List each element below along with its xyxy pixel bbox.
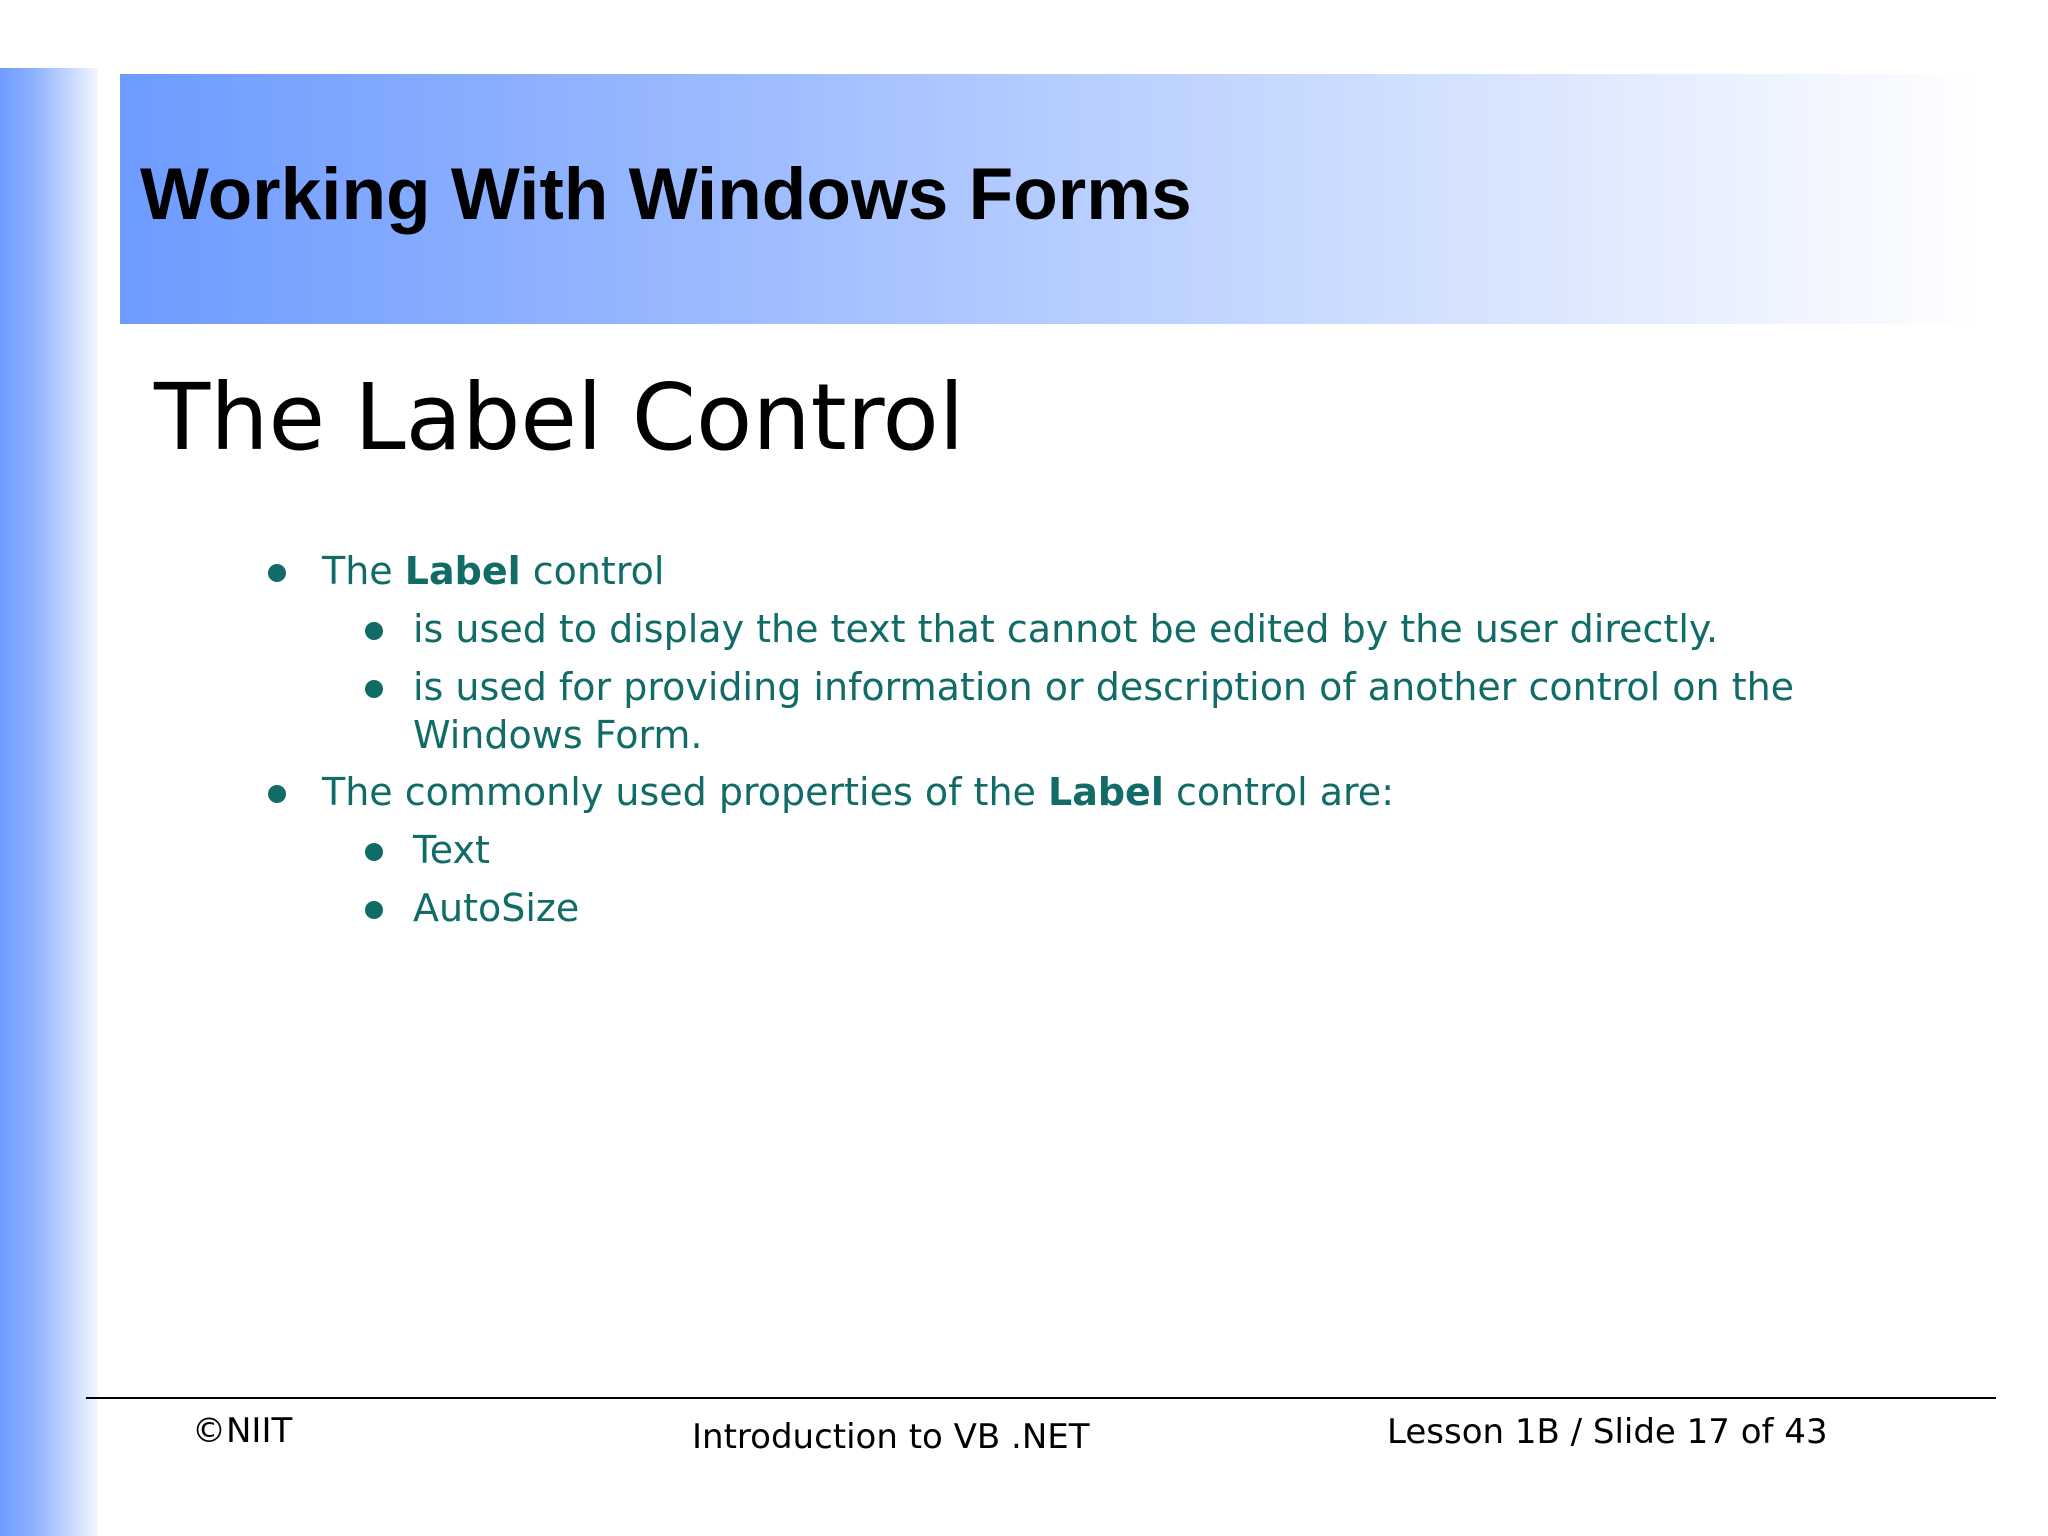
footer-copyright: ©NIIT (192, 1411, 293, 1451)
bullet-dot-icon (268, 785, 286, 803)
bullet-dot-icon (365, 843, 383, 861)
bullet-text-bold: Label (1048, 770, 1164, 814)
bullet-dot-icon (268, 564, 286, 582)
header-title: Working With Windows Forms (140, 154, 1192, 235)
sub-bullet-text: is used to display the text that cannot be edited by the user directly. (413, 607, 1719, 651)
bullet-text-prefix: The (322, 549, 405, 593)
bullet-text-prefix: The commonly used properties of the (322, 770, 1048, 814)
footer-course-title: Introduction to VB .NET (692, 1417, 1090, 1457)
bullet-item (322, 768, 1394, 816)
bullet-dot-icon (365, 622, 383, 640)
bullet-dot-icon (365, 901, 383, 919)
bullet-text-bold: Label (404, 549, 521, 593)
sub-bullet-text: Text (413, 828, 490, 872)
sub-bullet-item (413, 826, 490, 874)
bullet-text-suffix: control (520, 549, 665, 593)
bullet-item (322, 547, 664, 595)
sub-bullet-item (413, 605, 1718, 653)
bullet-text-suffix: control are: (1163, 770, 1394, 814)
slide-title: The Label Control (154, 364, 965, 471)
sub-bullet-item (413, 663, 1893, 759)
left-decorative-strip (0, 68, 98, 1536)
bullet-dot-icon (365, 680, 383, 698)
sub-bullet-text: AutoSize (413, 886, 580, 930)
sub-bullet-text: is used for providing information or description of another control on the Windows Form. (413, 665, 1795, 757)
footer-slide-number: Lesson 1B / Slide 17 of 43 (1387, 1412, 1828, 1452)
footer-divider (86, 1397, 1996, 1399)
sub-bullet-item (413, 884, 579, 932)
